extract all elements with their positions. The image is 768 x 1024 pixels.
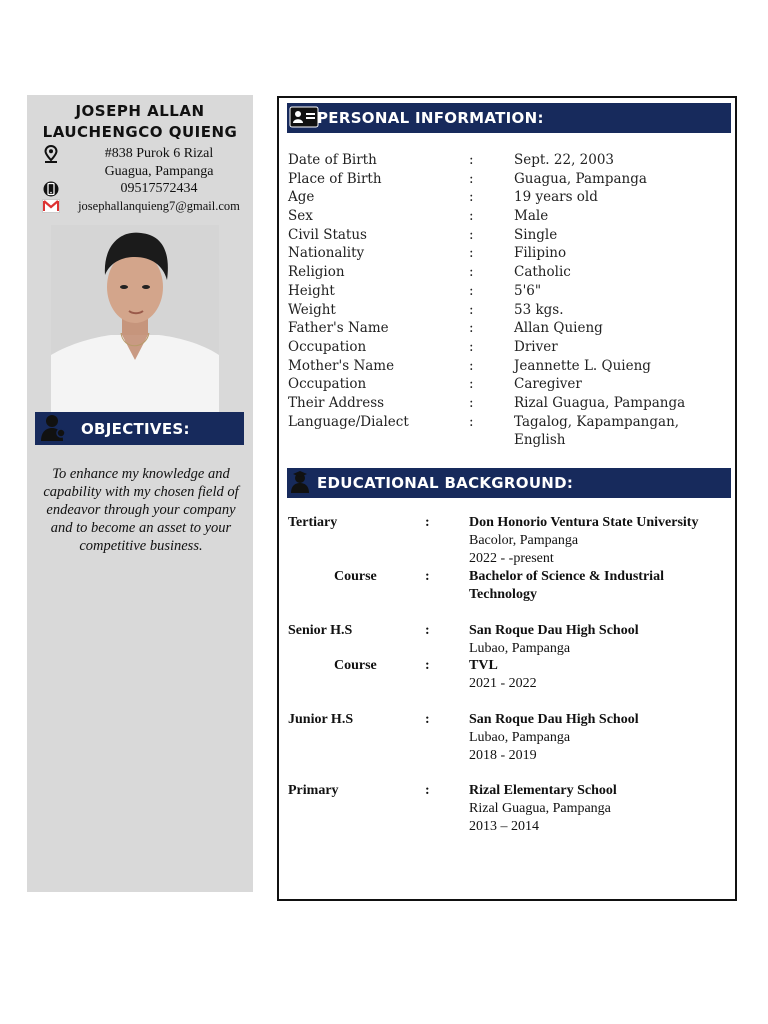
field-label: Nationality xyxy=(288,245,365,262)
field-value: Driver xyxy=(514,338,558,355)
school-location: Bacolor, Pampanga xyxy=(469,533,579,548)
field-value: Jeannette L. Quieng xyxy=(514,357,651,374)
field-separator: : xyxy=(469,245,474,262)
field-label: Their Address xyxy=(288,394,385,411)
education-details xyxy=(469,711,729,765)
field-value: 19 years old xyxy=(514,189,598,206)
list-item xyxy=(288,189,728,208)
field-label: Mother's Name xyxy=(288,357,395,374)
graduate-icon xyxy=(289,470,317,494)
school-years: 2013 – 2014 xyxy=(469,819,539,834)
list-item xyxy=(288,245,728,264)
course-details xyxy=(469,568,729,604)
field-value: Caregiver xyxy=(514,376,582,393)
field-separator: : xyxy=(469,226,474,243)
field-label: Weight xyxy=(288,301,336,318)
field-value: Allan Quieng xyxy=(514,320,603,337)
field-separator: : xyxy=(469,264,474,281)
school-years: 2022 - -present xyxy=(469,551,554,566)
phone-number: 09517572434 xyxy=(120,181,198,196)
list-item xyxy=(288,302,728,321)
field-separator: : xyxy=(469,301,474,318)
field-value: 5'6" xyxy=(514,282,542,299)
field-value: Rizal Guagua, Pampanga xyxy=(514,394,686,411)
list-item xyxy=(288,339,728,358)
education-title: EDUCATIONAL BACKGROUND: xyxy=(317,474,574,492)
field-value: Filipino xyxy=(514,245,567,262)
field-separator: : xyxy=(469,282,474,299)
id-card-icon xyxy=(289,105,317,129)
objectives-text: To enhance my knowledge and capability with my chosen field of endeavor through your company and to become an asset to your competitive business. xyxy=(43,466,239,554)
list-item xyxy=(288,264,728,283)
school-years: 2021 - 2022 xyxy=(469,676,537,691)
education-separator: : xyxy=(425,783,430,798)
objectives-header xyxy=(35,412,244,445)
list-item xyxy=(288,283,728,302)
school-years: 2018 - 2019 xyxy=(469,748,537,763)
field-label: Religion xyxy=(288,264,345,281)
education-separator: : xyxy=(425,515,430,530)
list-item xyxy=(288,320,728,339)
list-item xyxy=(288,227,728,246)
field-separator: : xyxy=(469,170,474,187)
field-separator: : xyxy=(469,394,474,411)
education-separator: : xyxy=(425,569,430,584)
field-value: Single xyxy=(514,226,558,243)
field-separator: : xyxy=(469,208,474,225)
school-location: Lubao, Pampanga xyxy=(469,641,571,656)
course-label: Course xyxy=(334,569,377,584)
school-name: San Roque Dau High School xyxy=(469,712,639,727)
list-item xyxy=(288,358,728,377)
course-details xyxy=(469,657,729,693)
list-item xyxy=(288,152,728,171)
education-separator: : xyxy=(425,712,430,727)
field-value-continued: English xyxy=(514,432,566,449)
education-separator: : xyxy=(425,623,430,638)
field-separator: : xyxy=(469,357,474,374)
field-label: Civil Status xyxy=(288,226,367,243)
field-separator: : xyxy=(469,338,474,355)
field-separator: : xyxy=(469,320,474,337)
field-label: Height xyxy=(288,282,335,299)
field-value: 53 kgs. xyxy=(514,301,564,318)
school-name: Don Honorio Ventura State University xyxy=(469,515,699,530)
field-label: Place of Birth xyxy=(288,170,382,187)
field-label: Occupation xyxy=(288,338,367,355)
field-label: Occupation xyxy=(288,376,367,393)
location-pin-icon xyxy=(41,145,61,163)
field-value: Male xyxy=(514,208,549,225)
school-location: Lubao, Pampanga xyxy=(469,730,571,745)
field-label: Language/Dialect xyxy=(288,413,409,430)
list-item xyxy=(288,376,728,395)
field-separator: : xyxy=(469,376,474,393)
course-name: TVL xyxy=(469,658,498,673)
email-address: josephallanquieng7@gmail.com xyxy=(78,199,240,213)
course-name-line-2: Technology xyxy=(469,587,537,602)
education-details xyxy=(469,782,729,836)
field-value: Sept. 22, 2003 xyxy=(514,152,615,168)
phone-icon xyxy=(41,180,61,198)
profile-photo xyxy=(51,225,219,412)
school-location: Rizal Guagua, Pampanga xyxy=(469,801,611,816)
education-level-label: Junior H.S xyxy=(288,712,354,727)
education-details xyxy=(469,622,729,658)
personal-info-title: PERSONAL INFORMATION: xyxy=(317,109,544,127)
field-value: Guagua, Pampanga xyxy=(514,170,647,187)
education-details xyxy=(469,514,729,568)
sidebar xyxy=(27,95,253,892)
course-name-line-1: Bachelor of Science & Industrial xyxy=(469,569,664,584)
education-level-label: Senior H.S xyxy=(288,623,353,638)
education-level-label: Primary xyxy=(288,783,339,798)
name-line-2: LAUCHENGCO QUIENG xyxy=(42,123,238,141)
list-item xyxy=(288,171,728,190)
list-item xyxy=(288,208,728,227)
field-label: Age xyxy=(288,189,315,206)
main-panel xyxy=(277,96,737,901)
field-separator: : xyxy=(469,189,474,206)
field-value: Catholic xyxy=(514,264,571,281)
field-label: Date of Birth xyxy=(288,152,377,168)
school-name: Rizal Elementary School xyxy=(469,783,617,798)
list-item xyxy=(288,395,728,414)
personal-info-header xyxy=(287,103,731,133)
name-line-1: JOSEPH ALLAN xyxy=(75,102,205,120)
education-level-label: Tertiary xyxy=(288,515,338,530)
field-separator: : xyxy=(469,413,474,430)
field-label: Sex xyxy=(288,208,313,225)
field-separator: : xyxy=(469,152,474,168)
school-name: San Roque Dau High School xyxy=(469,623,639,638)
candidate-name xyxy=(27,101,253,143)
gmail-icon xyxy=(41,197,61,215)
list-item xyxy=(288,414,728,452)
personal-info-table xyxy=(288,152,728,452)
education-separator: : xyxy=(425,658,430,673)
objectives-title: OBJECTIVES: xyxy=(81,420,190,438)
course-label: Course xyxy=(334,658,377,673)
address-line-1: #838 Purok 6 Rizal xyxy=(104,146,214,161)
address-line-2: Guagua, Pampanga xyxy=(104,164,214,179)
person-gear-icon xyxy=(39,413,67,443)
education-header xyxy=(287,468,731,498)
field-value: Tagalog, Kapampangan, xyxy=(514,413,680,430)
field-label: Father's Name xyxy=(288,320,389,337)
